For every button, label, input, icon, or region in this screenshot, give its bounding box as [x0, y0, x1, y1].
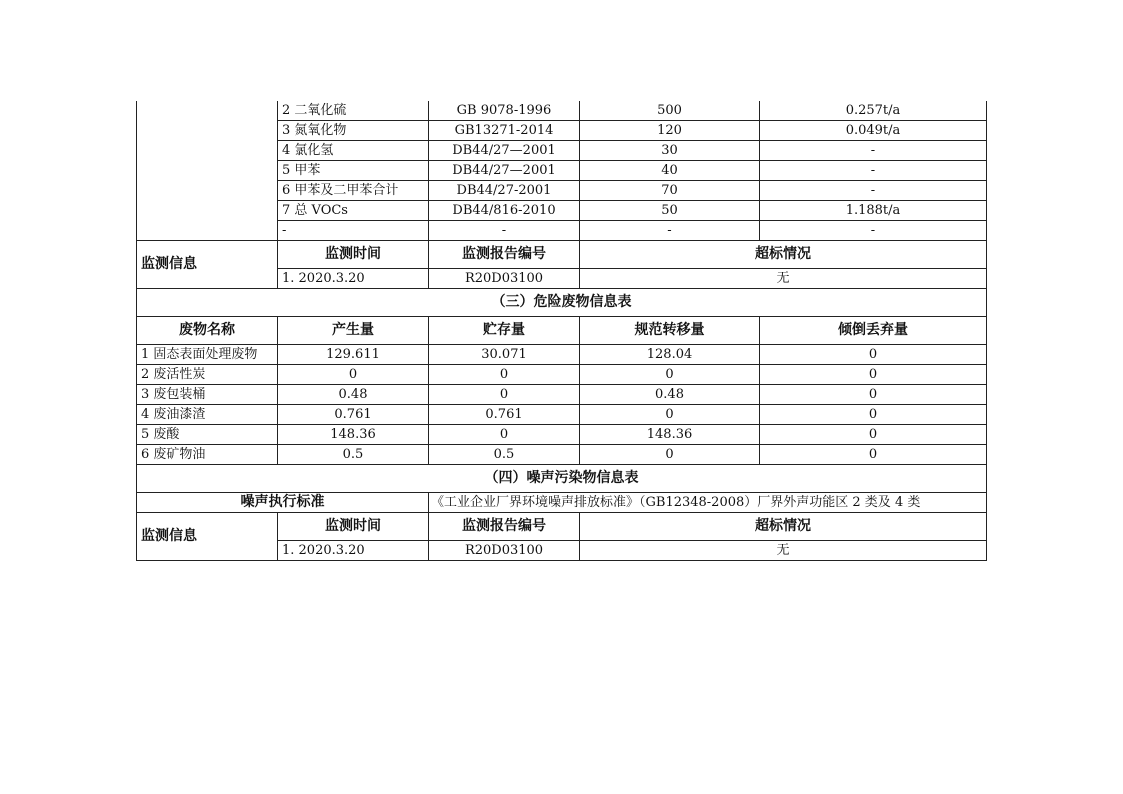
waste-dumped-header: 倾倒丢弃量: [760, 317, 987, 345]
pollutant-total: 0.049t/a: [760, 121, 987, 141]
waste-name: 1 固态表面处理废物: [137, 345, 278, 365]
waste-stored: 0: [429, 425, 580, 445]
pollutant-standard: GB13271-2014: [429, 121, 580, 141]
waste-name: 6 废矿物油: [137, 445, 278, 465]
waste-generated-header: 产生量: [278, 317, 429, 345]
pollutant-standard: DB44/27—2001: [429, 161, 580, 181]
waste-row: [137, 385, 987, 405]
environmental-info-table: [136, 101, 987, 561]
pollutant-standard: -: [429, 221, 580, 241]
noise-standard-label: 噪声执行标准: [137, 493, 429, 513]
waste-dumped: 0: [760, 365, 987, 385]
waste-transferred-header: 规范转移量: [580, 317, 760, 345]
monitoring-report: R20D03100: [429, 541, 580, 561]
waste-stored: 0: [429, 385, 580, 405]
noise-title: （四）噪声污染物信息表: [137, 465, 987, 493]
air-monitoring-header-row: [137, 241, 987, 269]
waste-generated: 0.761: [278, 405, 429, 425]
pollutant-limit: 30: [580, 141, 760, 161]
waste-stored: 0: [429, 365, 580, 385]
waste-row: [137, 405, 987, 425]
pollutant-total: -: [760, 221, 987, 241]
pollutant-name: 5 甲苯: [278, 161, 429, 181]
noise-title-row: [137, 465, 987, 493]
noise-standard-row: [137, 493, 987, 513]
waste-row: [137, 425, 987, 445]
waste-generated: 0.5: [278, 445, 429, 465]
waste-generated: 0.48: [278, 385, 429, 405]
pollutant-limit: 70: [580, 181, 760, 201]
waste-transferred: 128.04: [580, 345, 760, 365]
waste-dumped: 0: [760, 425, 987, 445]
pollutant-name: -: [278, 221, 429, 241]
waste-dumped: 0: [760, 445, 987, 465]
waste-generated: 148.36: [278, 425, 429, 445]
hazardous-waste-header-row: [137, 317, 987, 345]
monitoring-label: 监测信息: [137, 513, 278, 561]
pollutant-name: 7 总 VOCs: [278, 201, 429, 221]
noise-standard-value: 《工业企业厂界环境噪声排放标准》（GB12348-2008）厂界外声功能区 2 类及 4 类: [429, 493, 987, 513]
monitoring-report: R20D03100: [429, 269, 580, 289]
waste-dumped: 0: [760, 385, 987, 405]
pollutant-limit: 120: [580, 121, 760, 141]
pollutant-name: 3 氮氧化物: [278, 121, 429, 141]
monitoring-report-header: 监测报告编号: [429, 241, 580, 269]
pollutant-standard: DB44/27—2001: [429, 141, 580, 161]
monitoring-report-header: 监测报告编号: [429, 513, 580, 541]
waste-transferred: 0: [580, 405, 760, 425]
waste-name: 5 废酸: [137, 425, 278, 445]
waste-dumped: 0: [760, 345, 987, 365]
pollutant-total: -: [760, 161, 987, 181]
pollutant-standard: DB44/27-2001: [429, 181, 580, 201]
waste-stored: 0.5: [429, 445, 580, 465]
monitoring-exceed-header: 超标情况: [580, 513, 987, 541]
pollutant-total: -: [760, 141, 987, 161]
hazardous-waste-title: （三）危险废物信息表: [137, 289, 987, 317]
pollutant-name: 2 二氧化硫: [278, 101, 429, 121]
pollutant-name: 4 氯化氢: [278, 141, 429, 161]
pollutant-limit: 50: [580, 201, 760, 221]
monitoring-time-header: 监测时间: [278, 513, 429, 541]
monitoring-time-header: 监测时间: [278, 241, 429, 269]
waste-name: 2 废活性炭: [137, 365, 278, 385]
pollutant-total: 0.257t/a: [760, 101, 987, 121]
waste-dumped: 0: [760, 405, 987, 425]
noise-monitoring-header-row: [137, 513, 987, 541]
waste-stored: 30.071: [429, 345, 580, 365]
waste-name-header: 废物名称: [137, 317, 278, 345]
pollutant-limit: -: [580, 221, 760, 241]
pollutant-name: 6 甲苯及二甲苯合计: [278, 181, 429, 201]
pollutant-total: -: [760, 181, 987, 201]
hazardous-waste-title-row: [137, 289, 987, 317]
waste-transferred: 0.48: [580, 385, 760, 405]
air-row-spacer: [137, 101, 278, 241]
monitoring-time: 1. 2020.3.20: [278, 541, 429, 561]
pollutant-total: 1.188t/a: [760, 201, 987, 221]
pollutant-standard: GB 9078-1996: [429, 101, 580, 121]
pollutant-limit: 40: [580, 161, 760, 181]
monitoring-exceed-header: 超标情况: [580, 241, 987, 269]
monitoring-exceed: 无: [580, 541, 987, 561]
waste-row: [137, 365, 987, 385]
waste-transferred: 148.36: [580, 425, 760, 445]
waste-transferred: 0: [580, 365, 760, 385]
waste-row: [137, 345, 987, 365]
waste-row: [137, 445, 987, 465]
waste-name: 3 废包装桶: [137, 385, 278, 405]
monitoring-label: 监测信息: [137, 241, 278, 289]
monitoring-time: 1. 2020.3.20: [278, 269, 429, 289]
waste-stored-header: 贮存量: [429, 317, 580, 345]
monitoring-exceed: 无: [580, 269, 987, 289]
waste-generated: 0: [278, 365, 429, 385]
waste-stored: 0.761: [429, 405, 580, 425]
waste-name: 4 废油漆渣: [137, 405, 278, 425]
waste-generated: 129.611: [278, 345, 429, 365]
air-row: [137, 101, 987, 121]
pollutant-standard: DB44/816-2010: [429, 201, 580, 221]
pollutant-limit: 500: [580, 101, 760, 121]
waste-transferred: 0: [580, 445, 760, 465]
